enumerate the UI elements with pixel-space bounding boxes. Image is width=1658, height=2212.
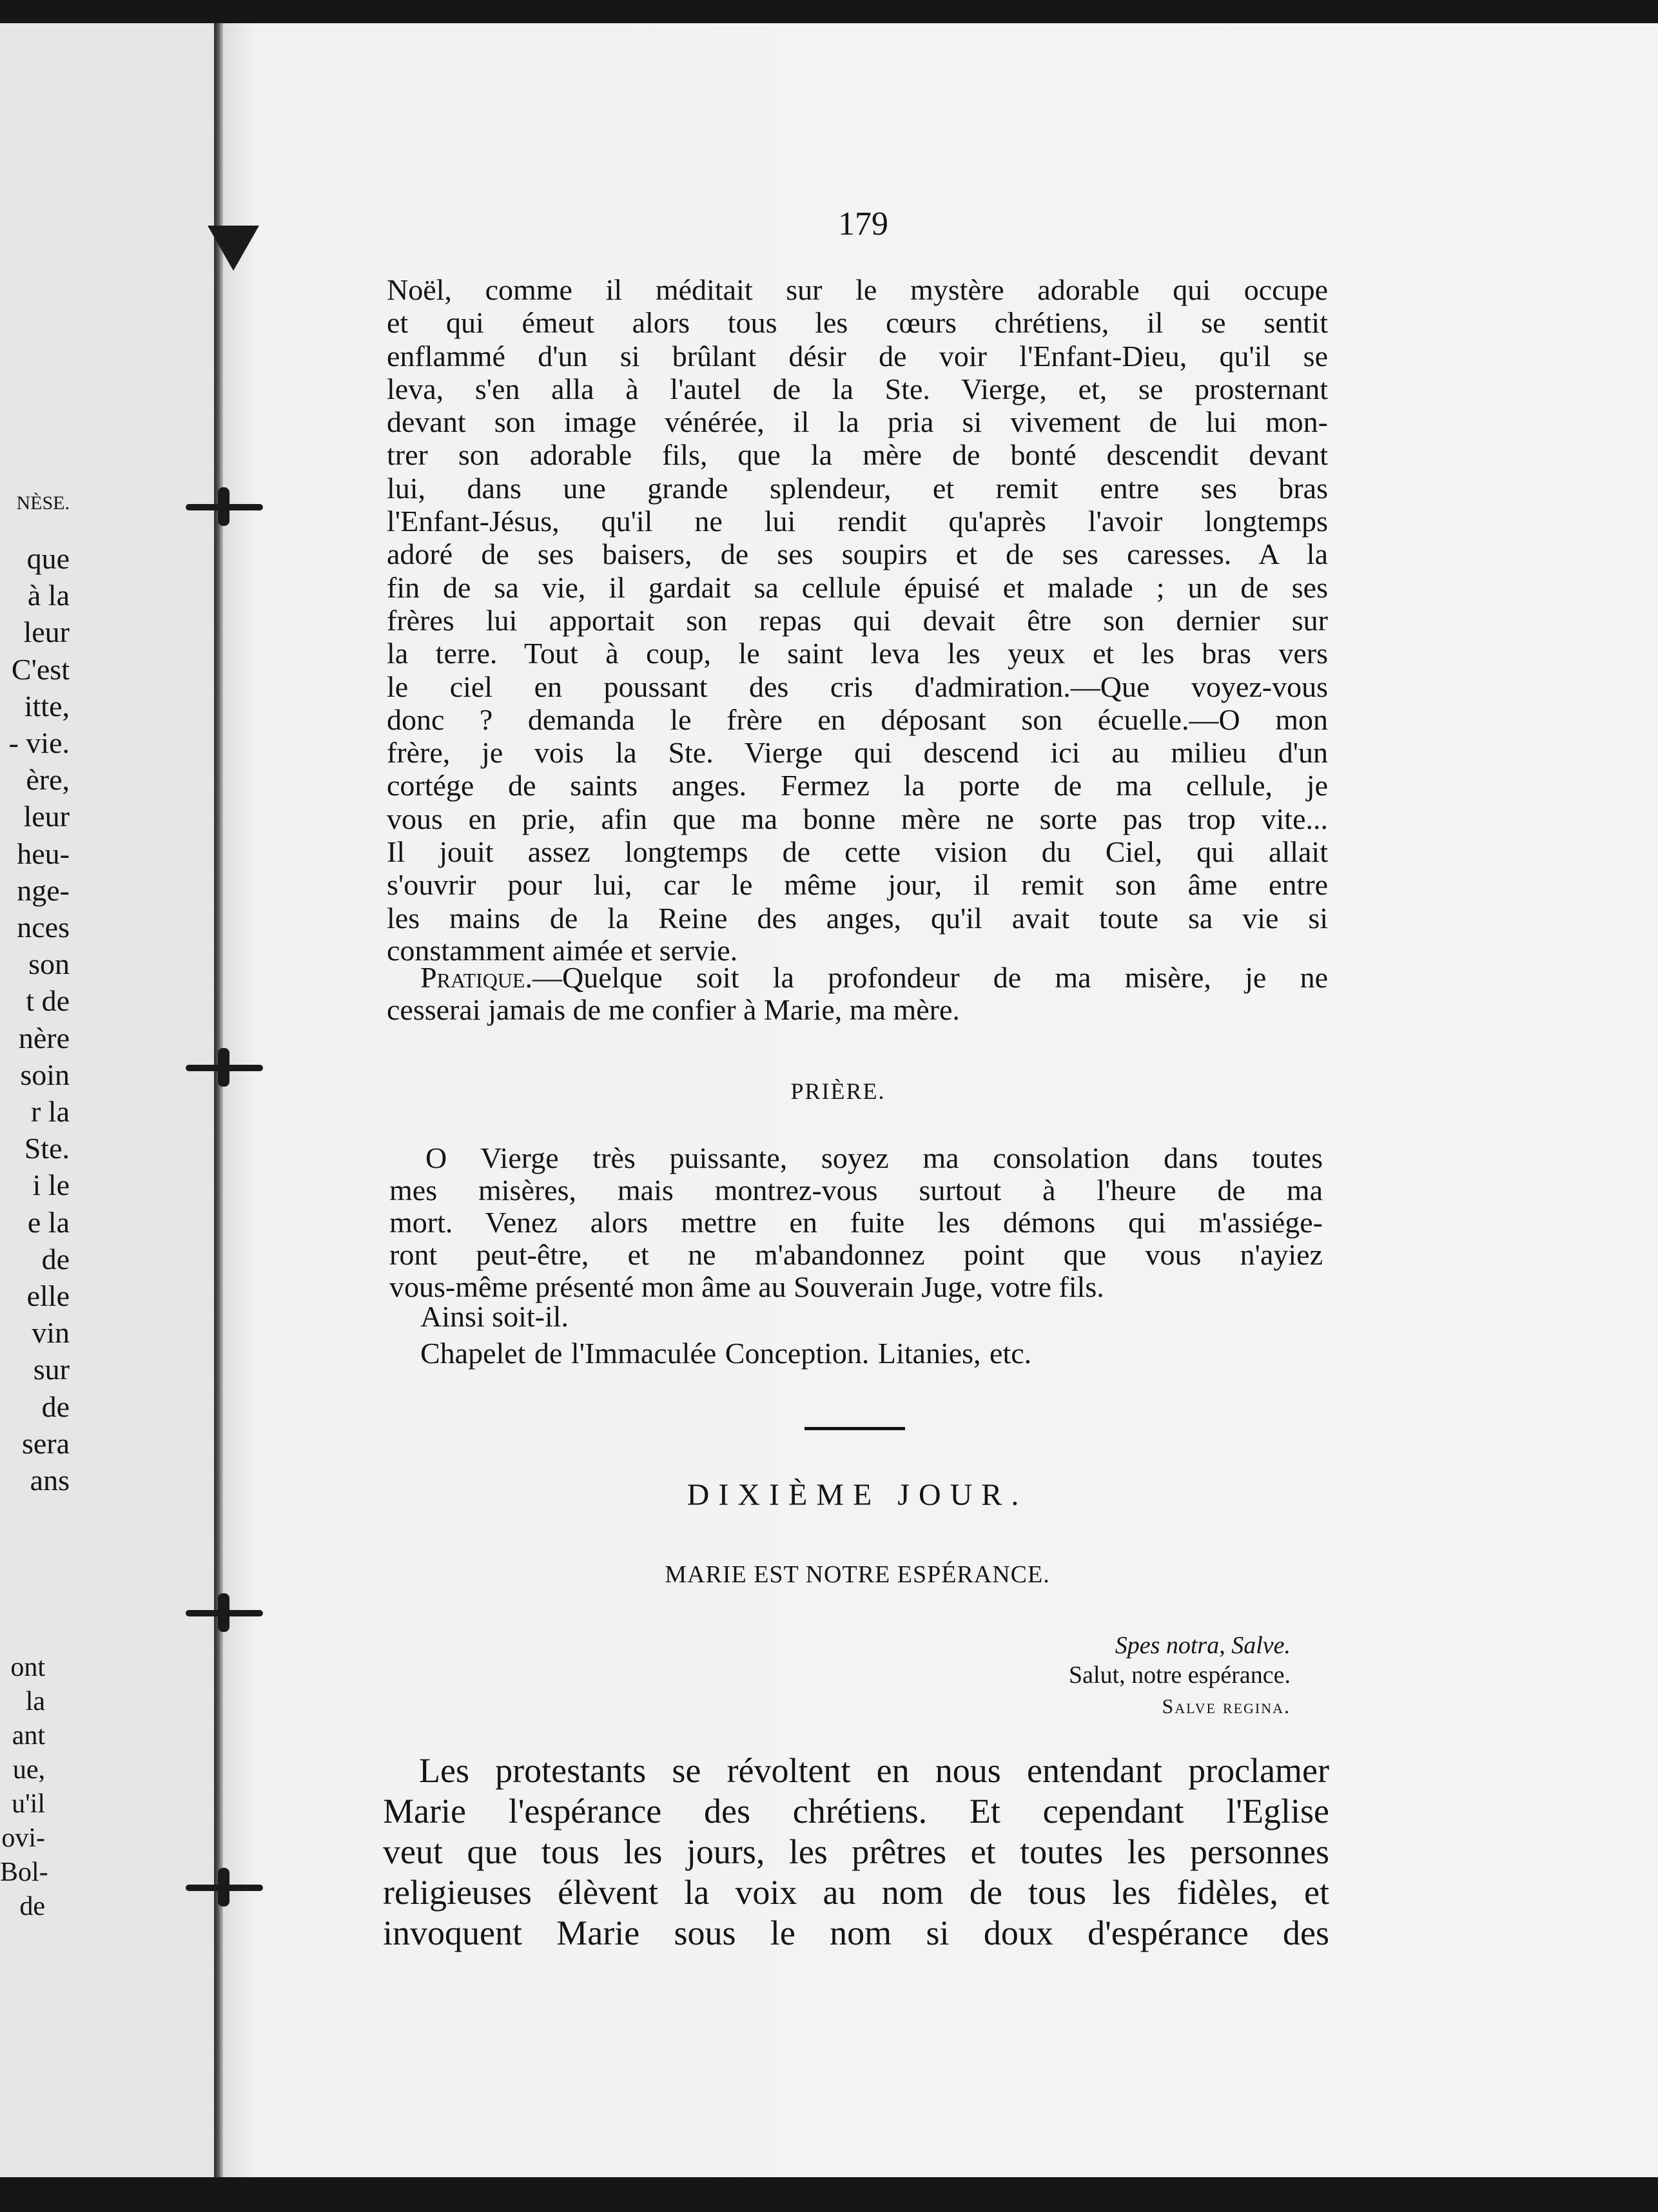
text-line: O Vierge très puissante, soyez ma consolation dans toutes [425, 1141, 1323, 1174]
left-page-fragment: nère [18, 1021, 70, 1054]
book-gutter [214, 23, 223, 2177]
left-page-fragment: C'est [11, 652, 70, 686]
left-page-fragment: - vie. [8, 726, 70, 759]
left-page-fragment: que [26, 542, 70, 575]
left-page-fragment: ant [12, 1721, 45, 1751]
text-line: Les protestants se révoltent en nous entendant proclamer [419, 1751, 1329, 1790]
text-line: leva, s'en alla à l'autel de la Ste. Vierge, et, se prosternant [387, 372, 1328, 405]
left-page-fragment: nces [17, 911, 70, 944]
left-page-fragment: r la [30, 1095, 70, 1128]
text-line: la terre. Tout à coup, le saint leva les yeux et les bras vers [387, 637, 1328, 670]
pratique-text: —Quelque soit la profondeur de ma misère, je ne [532, 961, 1328, 994]
paragraph-final [383, 1751, 1329, 1954]
text-line: cortége de saints anges. Fermez la porte de ma cellule, je [387, 769, 1328, 802]
binding-mark [208, 226, 259, 271]
text-line: devant son image vénérée, il la pria si vivement de lui mon- [387, 405, 1328, 439]
text-line: Marie l'espérance des chrétiens. Et cependant l'Eglise [383, 1792, 1329, 1830]
left-page-fragment: ans [30, 1464, 70, 1497]
text-line: le ciel en poussant des cris d'admiration.—Que voyez-vous [387, 670, 1328, 703]
binding-stitch [186, 504, 263, 510]
priere-text [389, 1142, 1323, 1303]
text-line: ront peut-être, et ne m'abandonnez point que vous n'ayiez [389, 1238, 1323, 1271]
text-line: Noël, comme il méditait sur le mystère adorable qui occupe [387, 273, 1328, 306]
text-line: s'ouvrir pour lui, car le même jour, il remit son âme entre [387, 868, 1328, 902]
pratique-line: cesserai jamais de me confier à Marie, ma mère. [387, 993, 960, 1026]
epigraph-french: Salut, notre espérance. [1069, 1662, 1291, 1689]
text-line: veut que tous les jours, les prêtres et toutes les personnes [383, 1832, 1329, 1871]
text-line: l'Enfant-Jésus, qu'il ne lui rendit qu'après l'avoir longtemps [387, 505, 1328, 538]
left-page-fragment: vin [32, 1316, 70, 1350]
page-number: 179 [838, 206, 888, 242]
left-page-fragment: nge- [17, 873, 70, 907]
left-page-fragment: t de [26, 984, 70, 1018]
left-page-fragment: sur [33, 1353, 70, 1386]
priere-heading: PRIÈRE. [790, 1078, 886, 1104]
section-subtitle: MARIE EST NOTRE ESPÉRANCE. [665, 1561, 1050, 1588]
binding-stitch [186, 1610, 263, 1616]
left-page-fragment: leur [23, 800, 70, 833]
left-page-fragment: NÈSE. [16, 492, 70, 514]
text-line: les mains de la Reine des anges, qu'il avait toute sa vie si [387, 901, 1328, 935]
text-line: lui, dans une grande splendeur, et remit entre ses bras [387, 471, 1328, 505]
left-page-fragment: heu- [17, 837, 70, 870]
left-page-fragment: ovi- [1, 1823, 45, 1853]
text-line: trer son adorable fils, que la mère de bonté descendit devant [387, 438, 1328, 472]
left-page-fragment: de [19, 1892, 45, 1921]
text-line: mort. Venez alors mettre en fuite les démons qui m'assiége- [389, 1206, 1323, 1239]
section-divider [805, 1427, 905, 1430]
left-page-fragment: la [25, 1687, 45, 1716]
left-page-fragment: ont [10, 1653, 45, 1682]
left-page-fragment: u'il [12, 1789, 45, 1819]
pratique-block [387, 962, 1328, 1026]
left-page-fragment: e la [27, 1205, 70, 1239]
left-page-fragment: ue, [12, 1755, 45, 1785]
text-line: fin de sa vie, il gardait sa cellule épuisé et malade ; un de ses [387, 570, 1328, 604]
text-line: vous en prie, afin que ma bonne mère ne sorte pas trop vite... [387, 802, 1328, 835]
left-page-fragment: itte, [24, 689, 70, 723]
left-page-fragment: leur [23, 616, 70, 649]
left-page-fragment: son [28, 947, 70, 981]
epigraph-latin: Spes notra, Salve. [1115, 1632, 1291, 1659]
text-line: vous-même présenté mon âme au Souverain Juge, votre fils. [389, 1270, 1104, 1303]
section-title: DIXIÈME JOUR. [687, 1478, 1028, 1512]
text-line: invoquent Marie sous le nom si doux d'espérance des [383, 1914, 1329, 1952]
text-line: adoré de ses baisers, de ses soupirs et de ses caresses. A la [387, 538, 1328, 571]
binding-stitch [186, 1885, 263, 1891]
text-line: et qui émeut alors tous les cœurs chrétiens, il se sentit [387, 306, 1328, 340]
left-page-fragment: de [41, 1390, 70, 1423]
text-line: donc ? demanda le frère en déposant son écuelle.—O mon [387, 703, 1328, 736]
text-line: enflammé d'un si brûlant désir de voir l'Enfant-Dieu, qu'il se [387, 339, 1328, 373]
binding-stitch [186, 1065, 263, 1071]
left-page-fragment: Bol- [0, 1858, 48, 1887]
chapelet-line: Chapelet de l'Immaculée Conception. Litanies, etc. [420, 1337, 1032, 1370]
left-page-fragment: sera [21, 1426, 70, 1460]
text-line: mes misères, mais montrez-vous surtout à l'heure de ma [389, 1174, 1323, 1207]
text-line: frères lui apportait son repas qui devait être son dernier sur [387, 603, 1328, 637]
left-page-fragment: i le [32, 1169, 70, 1202]
text-line: religieuses élèvent la voix au nom de tous les fidèles, et [383, 1873, 1329, 1912]
left-page-fragment: de [41, 1242, 70, 1276]
left-page-fragment: soin [20, 1058, 70, 1091]
text-line: constamment aimée et servie. [387, 934, 738, 967]
pratique-line [387, 962, 1328, 994]
text-line: Il jouit assez longtemps de cette vision du Ciel, qui allait [387, 835, 1328, 869]
left-page-fragment: ère, [26, 763, 70, 797]
pratique-label: Pratique. [420, 961, 532, 994]
text-line: frère, je vois la Ste. Vierge qui descend ici au milieu d'un [387, 736, 1328, 770]
left-page-fragment: elle [26, 1279, 70, 1312]
left-page-fragment: Ste. [24, 1132, 70, 1165]
paragraph-narrative [387, 273, 1328, 935]
ainsi-soit-il: Ainsi soit-il. [420, 1300, 569, 1333]
epigraph-source: Salve regina. [1162, 1694, 1291, 1718]
left-page-fragment: à la [27, 579, 70, 612]
